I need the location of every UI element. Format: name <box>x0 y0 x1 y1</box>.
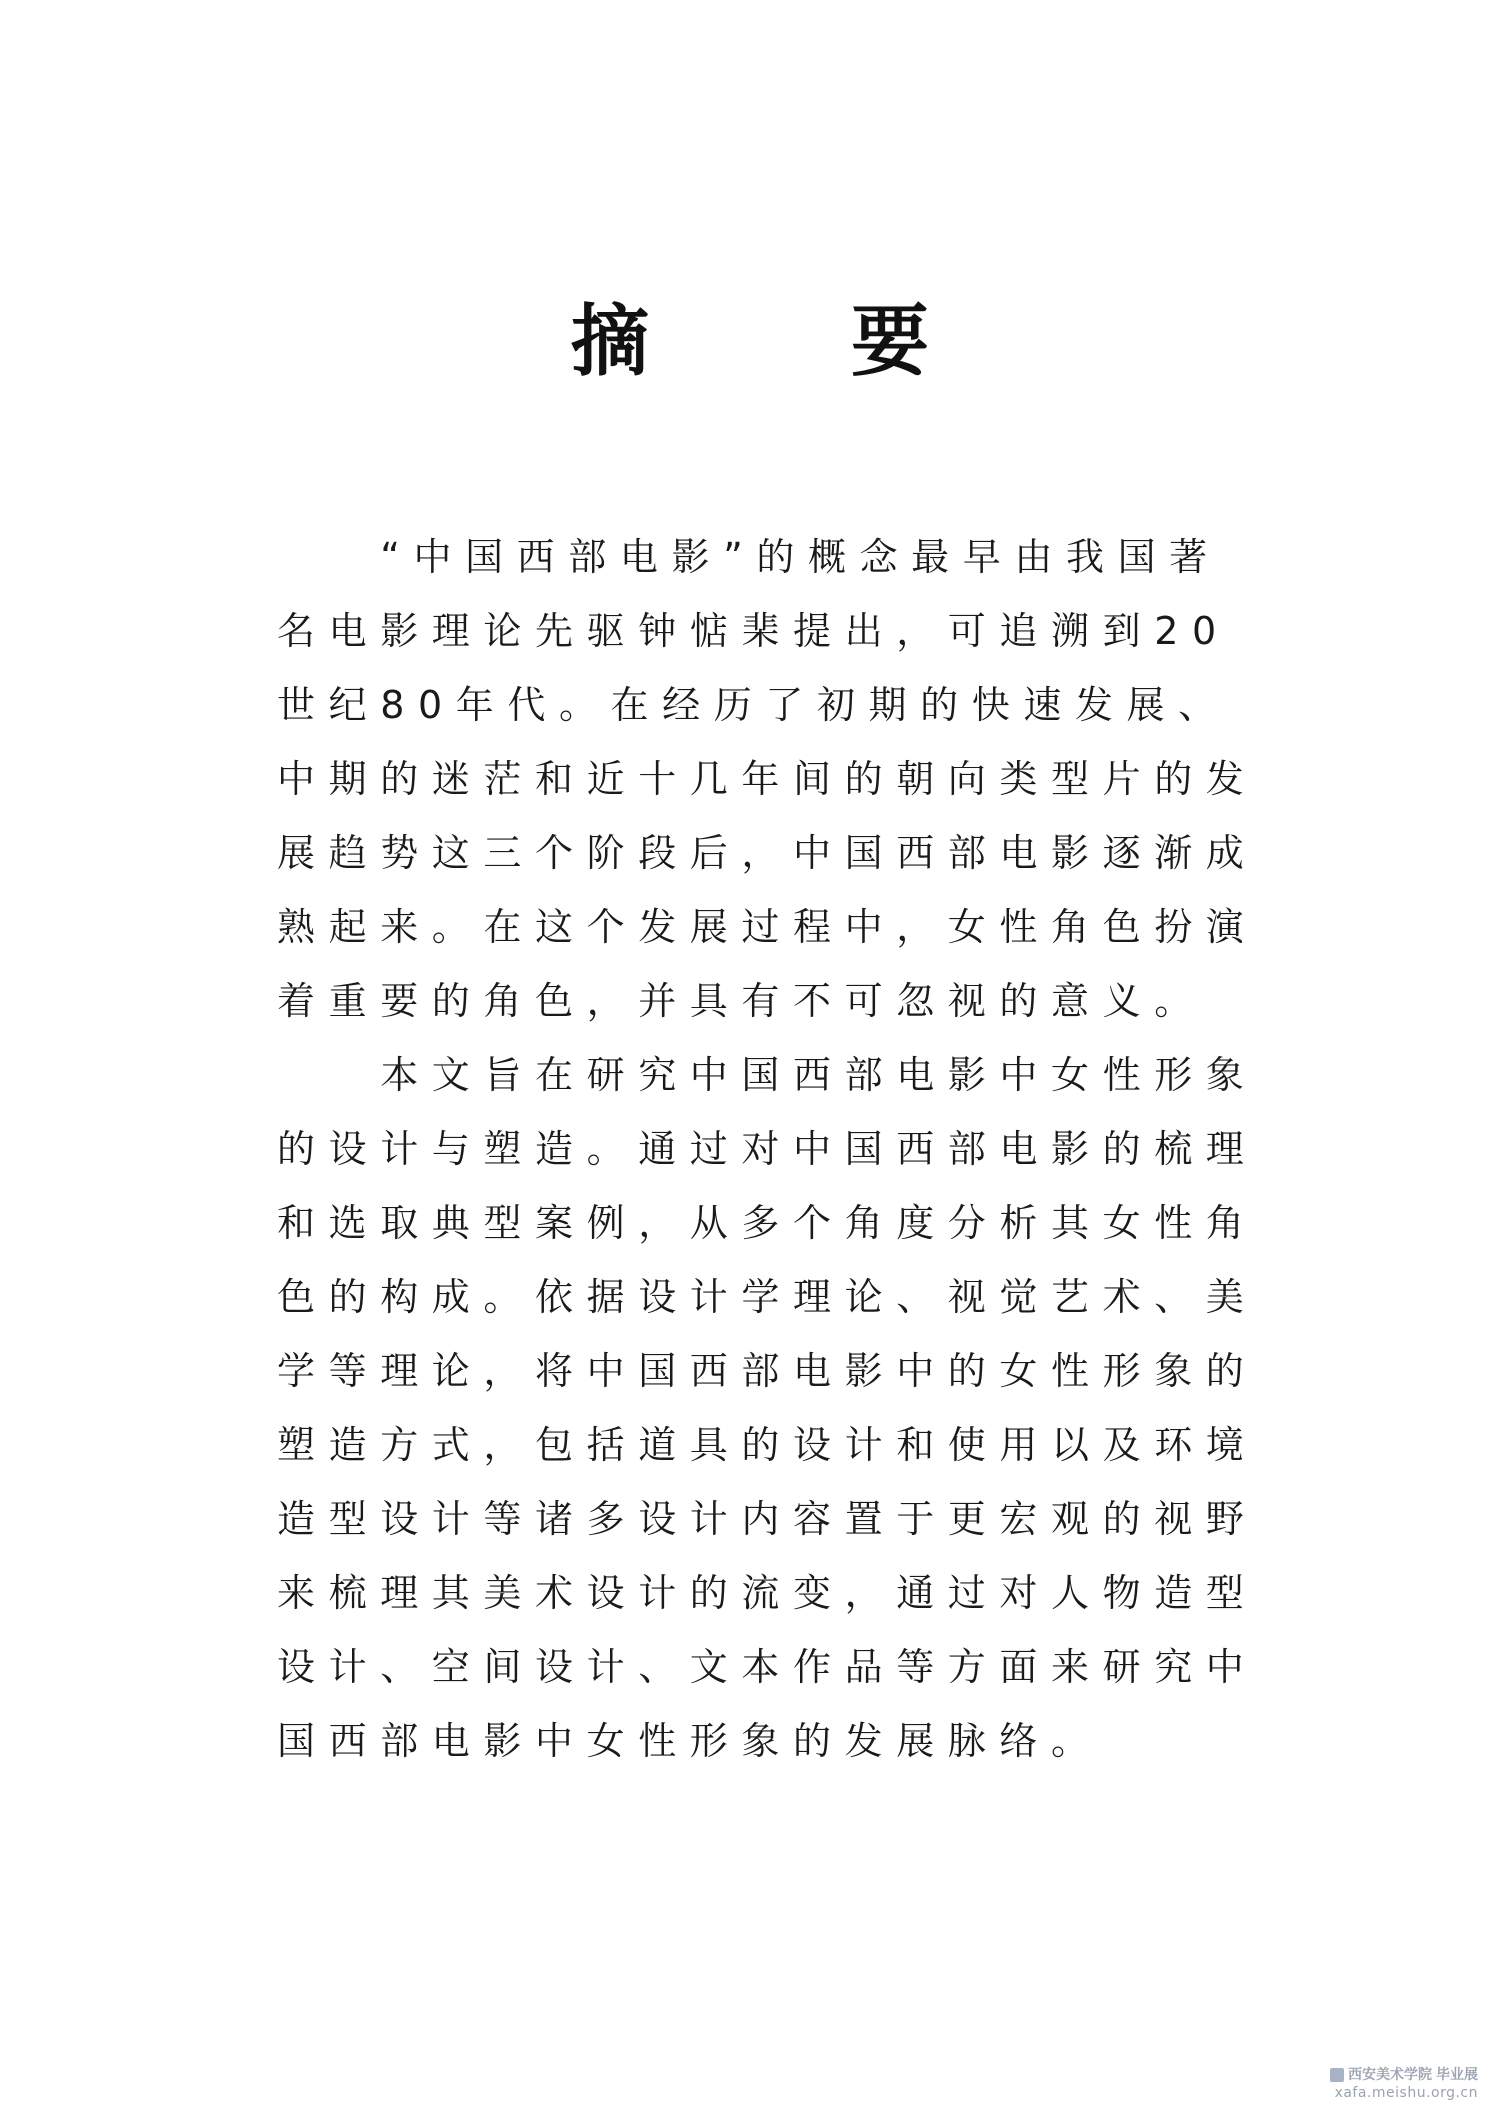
watermark-tag: 毕业展 <box>1436 2067 1478 2083</box>
watermark-logo-text: 西安美术学院 <box>1348 2067 1432 2083</box>
watermark <box>1268 2066 1478 2102</box>
text-line: 国西部电影中女性形象的发展脉络。 <box>277 1719 1103 1763</box>
text-line: 的设计与塑造。通过对中国西部电影的梳理 <box>277 1127 1258 1171</box>
page-title: 摘 要 <box>570 297 991 387</box>
text-line: 塑造方式，包括道具的设计和使用以及环境 <box>277 1423 1258 1467</box>
text-line: 展趋势这三个阶段后，中国西部电影逐渐成 <box>277 831 1258 875</box>
text-line: 和选取典型案例，从多个角度分析其女性角 <box>277 1201 1258 1245</box>
text-line: 世纪80年代。在经历了初期的快速发展、 <box>277 683 1230 727</box>
text-line: 设计、空间设计、文本作品等方面来研究中 <box>277 1645 1258 1689</box>
text-line: 学等理论，将中国西部电影中的女性形象的 <box>277 1349 1258 1393</box>
paragraph-1 <box>277 520 1258 1038</box>
text-line: “中国西部电影”的概念最早由我国著 <box>277 535 1221 579</box>
text-line: 色的构成。依据设计学理论、视觉艺术、美 <box>277 1275 1258 1319</box>
watermark-top-row <box>1268 2066 1478 2084</box>
text-line: 造型设计等诸多设计内容置于更宏观的视野 <box>277 1497 1258 1541</box>
text-line: 本文旨在研究中国西部电影中女性形象 <box>277 1053 1258 1097</box>
school-logo-icon <box>1330 2068 1344 2082</box>
text-line: 熟起来。在这个发展过程中，女性角色扮演 <box>277 905 1258 949</box>
text-line: 中期的迷茫和近十几年间的朝向类型片的发 <box>277 757 1258 801</box>
text-line: 着重要的角色，并具有不可忽视的意义。 <box>277 979 1206 1023</box>
watermark-url: xafa.meishu.org.cn <box>1334 2085 1478 2101</box>
text-line: 名电影理论先驱钟惦棐提出，可追溯到20 <box>277 609 1230 653</box>
abstract-body <box>277 520 1258 1778</box>
paragraph-2 <box>277 1038 1258 1778</box>
text-line: 来梳理其美术设计的流变，通过对人物造型 <box>277 1571 1258 1615</box>
